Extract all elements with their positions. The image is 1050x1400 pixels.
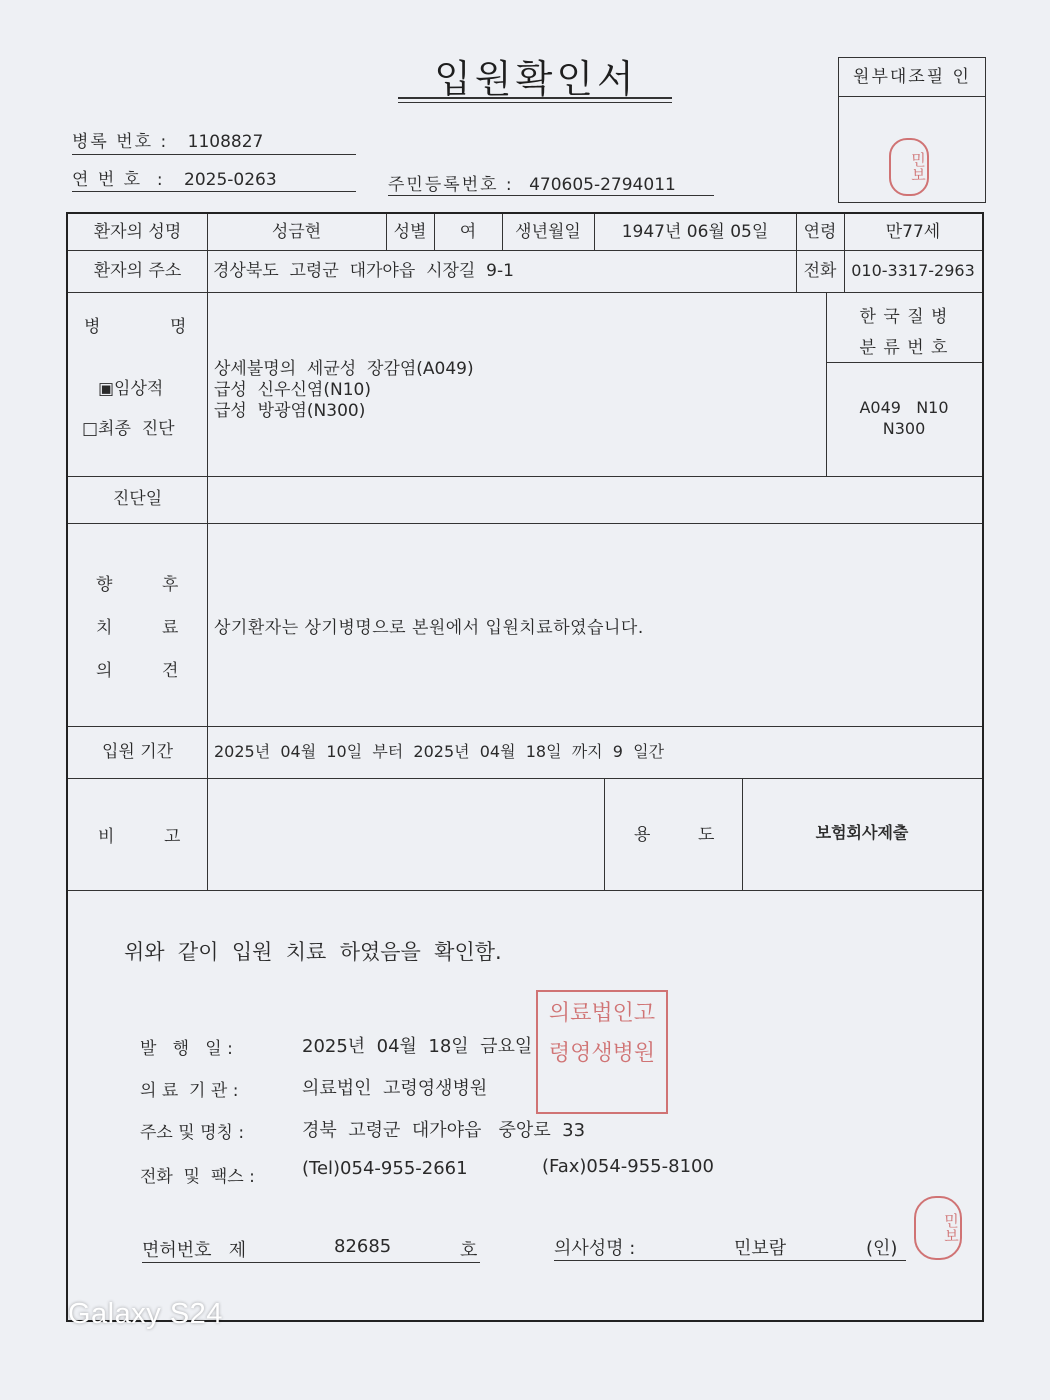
address-label: 환자의 주소 <box>93 261 182 281</box>
license-suffix: 호 <box>460 1240 478 1261</box>
patient-address: 경상북도 고령군 대가야읍 시장길 9-1 <box>213 261 514 281</box>
document-title: 입원확인서 <box>434 57 638 101</box>
kcd-codes-line2: N300 <box>882 419 926 438</box>
confirmation-statement: 위와 같이 입원 치료 하였음을 확인함. <box>124 940 502 964</box>
disease-label-b: 명 <box>170 317 187 337</box>
title-underline <box>398 97 672 99</box>
opinion-label-3a: 의 <box>96 661 113 681</box>
main-form <box>66 212 984 1322</box>
phone-label: 전화 <box>803 261 837 281</box>
serial-number-label: 연 번 호 : <box>72 170 165 190</box>
record-number: 1108827 <box>187 132 264 152</box>
opinion-label-2a: 치 <box>96 618 113 638</box>
rrn: 470605-2794011 <box>529 175 676 195</box>
admission-period: 2025년 04월 10일 부터 2025년 04월 18일 까지 9 일간 <box>214 742 665 761</box>
admission-period-label: 입원 기간 <box>101 742 174 762</box>
diagnosis-line: 급성 방광염(N300) <box>214 401 366 421</box>
approval-seal: 민보 <box>889 138 929 196</box>
rrn-row <box>388 170 714 196</box>
approval-box <box>838 57 986 203</box>
record-number-label: 병록 번호 : <box>72 132 169 152</box>
record-number-row <box>72 127 356 155</box>
serial-number-row <box>72 165 356 192</box>
remarks-label-b: 고 <box>164 827 181 847</box>
diagnosis-date-label: 진단일 <box>112 489 163 509</box>
doctor-label: 의사성명 : <box>554 1238 636 1259</box>
diagnosis-line: 급성 신우신염(N10) <box>214 380 371 400</box>
opinion-label-2b: 료 <box>162 618 179 638</box>
dob: 1947년 06월 05일 <box>621 222 769 242</box>
final-diagnosis-checkbox: □최종 진단 <box>82 419 175 439</box>
telephone: (Tel)054-955-2661 <box>302 1158 468 1179</box>
patient-name-label: 환자의 성명 <box>93 222 182 242</box>
opinion-label-1b: 후 <box>162 575 179 595</box>
kcd-header-2: 분 류 번 호 <box>859 338 949 358</box>
clinical-diagnosis-checkbox: ▣임상적 <box>98 379 164 399</box>
issue-date-label: 발 행 일 : <box>140 1039 233 1059</box>
address-name-label: 주소 및 명칭 : <box>140 1123 245 1143</box>
fax: (Fax)054-955-8100 <box>542 1156 714 1177</box>
kcd-codes-line1: A049 N10 <box>859 398 949 417</box>
contact-label: 전화 및 팩스 : <box>140 1167 255 1187</box>
purpose-label-a: 용 <box>634 825 651 845</box>
disease-label-a: 병 <box>84 317 101 337</box>
issue-date: 2025년 04월 18일 금요일 <box>302 1036 533 1057</box>
opinion-label-1a: 향 <box>96 575 113 595</box>
doctor-name: 민보람 <box>734 1238 787 1259</box>
hospital-seal: 의료법인고령영생병원 <box>536 990 668 1114</box>
sex: 여 <box>459 222 477 242</box>
institution-address: 경북 고령군 대가야읍 중앙로 33 <box>302 1120 586 1141</box>
license-number: 82685 <box>334 1236 392 1257</box>
camera-watermark: Galaxy S24 <box>68 1298 223 1330</box>
license-row <box>142 1232 480 1263</box>
purpose: 보험회사제출 <box>815 823 909 842</box>
dob-label: 생년월일 <box>515 222 581 242</box>
sex-label: 성별 <box>393 222 427 242</box>
license-label: 면허번호 제 <box>142 1240 247 1261</box>
seal-mark: (인) <box>866 1238 898 1259</box>
kcd-header-1: 한 국 질 병 <box>859 307 949 327</box>
patient-phone: 010-3317-2963 <box>851 261 975 280</box>
serial-number: 2025-0263 <box>184 170 277 190</box>
institution-label: 의 료 기 관 : <box>140 1081 239 1101</box>
age: 만77세 <box>885 222 941 242</box>
doctor-seal: 민보 <box>914 1196 962 1260</box>
doctor-row <box>554 1232 906 1261</box>
institution: 의료법인 고령영생병원 <box>302 1078 488 1099</box>
remarks-label-a: 비 <box>98 827 115 847</box>
patient-name: 성금현 <box>271 222 322 242</box>
diagnosis-line: 상세불명의 세균성 장감염(A049) <box>214 359 474 379</box>
approval-label: 원부대조필 인 <box>839 58 985 97</box>
age-label: 연령 <box>803 222 837 242</box>
rrn-label: 주민등록번호 : <box>388 175 514 195</box>
opinion-label-3b: 견 <box>162 661 179 681</box>
title-underline-2 <box>398 102 672 103</box>
purpose-label-b: 도 <box>698 825 715 845</box>
treatment-opinion: 상기환자는 상기병명으로 본원에서 입원치료하였습니다. <box>214 618 644 638</box>
